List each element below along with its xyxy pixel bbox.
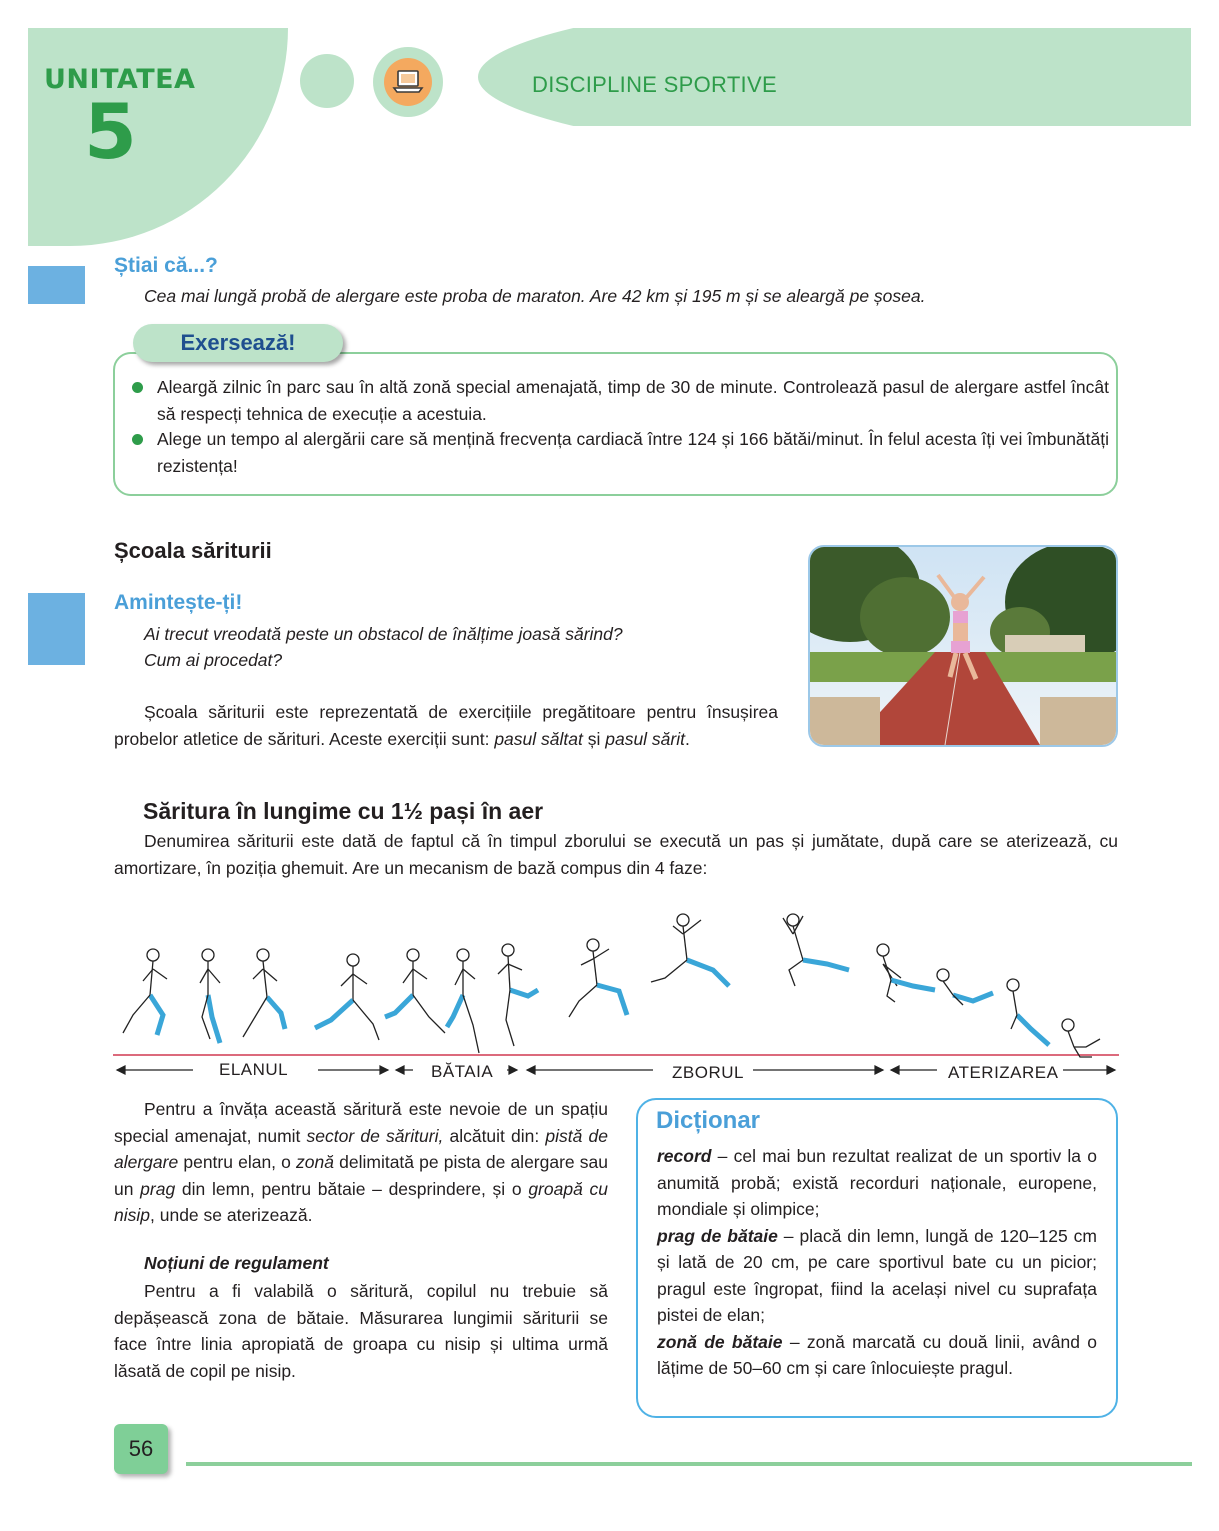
exercise-item: Alege un tempo al alergării care să mențină frecvența cardiacă între 124 și 166 bătăi/minut. În felul acesta îți vei îmbunătăți rezistența! (157, 429, 1109, 476)
dictionary-entries (657, 1143, 1097, 1382)
section-marker (28, 593, 85, 665)
dictionary-entry: zonă de bătaie – zonă marcată cu două linii, având o lățime de 50–60 cm și care înlocuiește pragul. (657, 1331, 1097, 1378)
decor-dot-small (256, 70, 278, 92)
bullet-icon (132, 382, 143, 393)
scoala-paragraph: Școala săriturii este reprezentată de exercițiile pregătitoare pentru însușirea probelor atletice de sărituri. Aceste exerciții sunt: pasul săltat și pasul sărit. (114, 702, 778, 749)
dictionary-entry: record – cel mai bun rezultat realizat de un sportiv la o anumită probă; există recorduri naționale, europene, mondiale și olimpice; (657, 1146, 1097, 1219)
laptop-icon (384, 58, 432, 106)
page-number: 56 (114, 1424, 168, 1474)
jump-sequence-illustration (113, 905, 1119, 1085)
notiuni-paragraph: Pentru a fi valabilă o săritură, copilul nu trebuie să depășească zona de bătaie. Măsurarea lungimii săriturii se face între linia apropiată de groapa cu nisip și ultima urmă lăsată de copil pe nisip. (114, 1281, 608, 1381)
unit-badge (28, 28, 288, 246)
footer-line (186, 1462, 1192, 1466)
athlete-figure (123, 914, 1100, 1057)
aminteste-line: Ai trecut vreodată peste un obstacol de înălțime joasă sărind? (144, 624, 623, 644)
sector-paragraph: Pentru a învăța această săritură este nevoie de un spațiu special amenajat, numit sector de sărituri, alcătuit din: pistă de alergare pentru elan, o zonă delimitată pe pista de alergare sau un prag din lemn, pentru bătaie – desprindere, și o groapă cu nisip, unde se aterizează. (114, 1099, 609, 1225)
phase-label-aterizare: ATERIZAREA (948, 1063, 1059, 1082)
athlete-photo (808, 545, 1118, 747)
aminteste-title: Amintește-ți! (114, 591, 243, 614)
dictionary-entry: prag de bătaie – placă din lemn, lungă de 120–125 cm și lată de 20 cm, pe care sportivul bate cu un picior; pragul este îngropat, fiind la același nivel cu suprafața pistei de elan; (657, 1225, 1097, 1325)
exercise-tab: Exersează! (133, 324, 343, 362)
unit-number: 5 (84, 87, 137, 176)
notiuni-title: Noțiuni de regulament (144, 1253, 329, 1273)
stiai-ca-text: Cea mai lungă probă de alergare este proba de maraton. Are 42 km și 195 m și se aleargă pe șosea. (144, 286, 926, 306)
bullet-icon (132, 434, 143, 445)
exercise-item: Aleargă zilnic în parc sau în altă zonă special amenajată, timp de 30 de minute. Controlează pasul de alergare astfel încât să respecți tehnica de execuție a acestuia. (157, 377, 1109, 424)
phase-label-bataie: BĂTAIA (431, 1062, 494, 1081)
decor-dot-medium (300, 54, 354, 108)
chapter-title: DISCIPLINE SPORTIVE (532, 72, 777, 97)
section-title: Săritura în lungime cu 1½ pași în aer (143, 798, 544, 824)
saritura-intro: Denumirea săriturii este dată de faptul că în timpul zborului se execută un pas și jumătate, după care se aterizează, cu amortizare, în poziția ghemuit. Are un mecanism de bază compus din 4 faze: (114, 831, 1118, 878)
section-title: Școala săriturii (114, 538, 272, 563)
aminteste-line: Cum ai procedat? (144, 650, 283, 670)
dictionary-title: Dicționar (656, 1107, 761, 1134)
phase-label-zbor: ZBORUL (672, 1063, 744, 1082)
unit-label: UNITATEA (44, 64, 196, 95)
phase-label-elan: ELANUL (219, 1060, 289, 1079)
stiai-ca-title: Știai că...? (114, 254, 218, 277)
section-marker (28, 266, 85, 304)
